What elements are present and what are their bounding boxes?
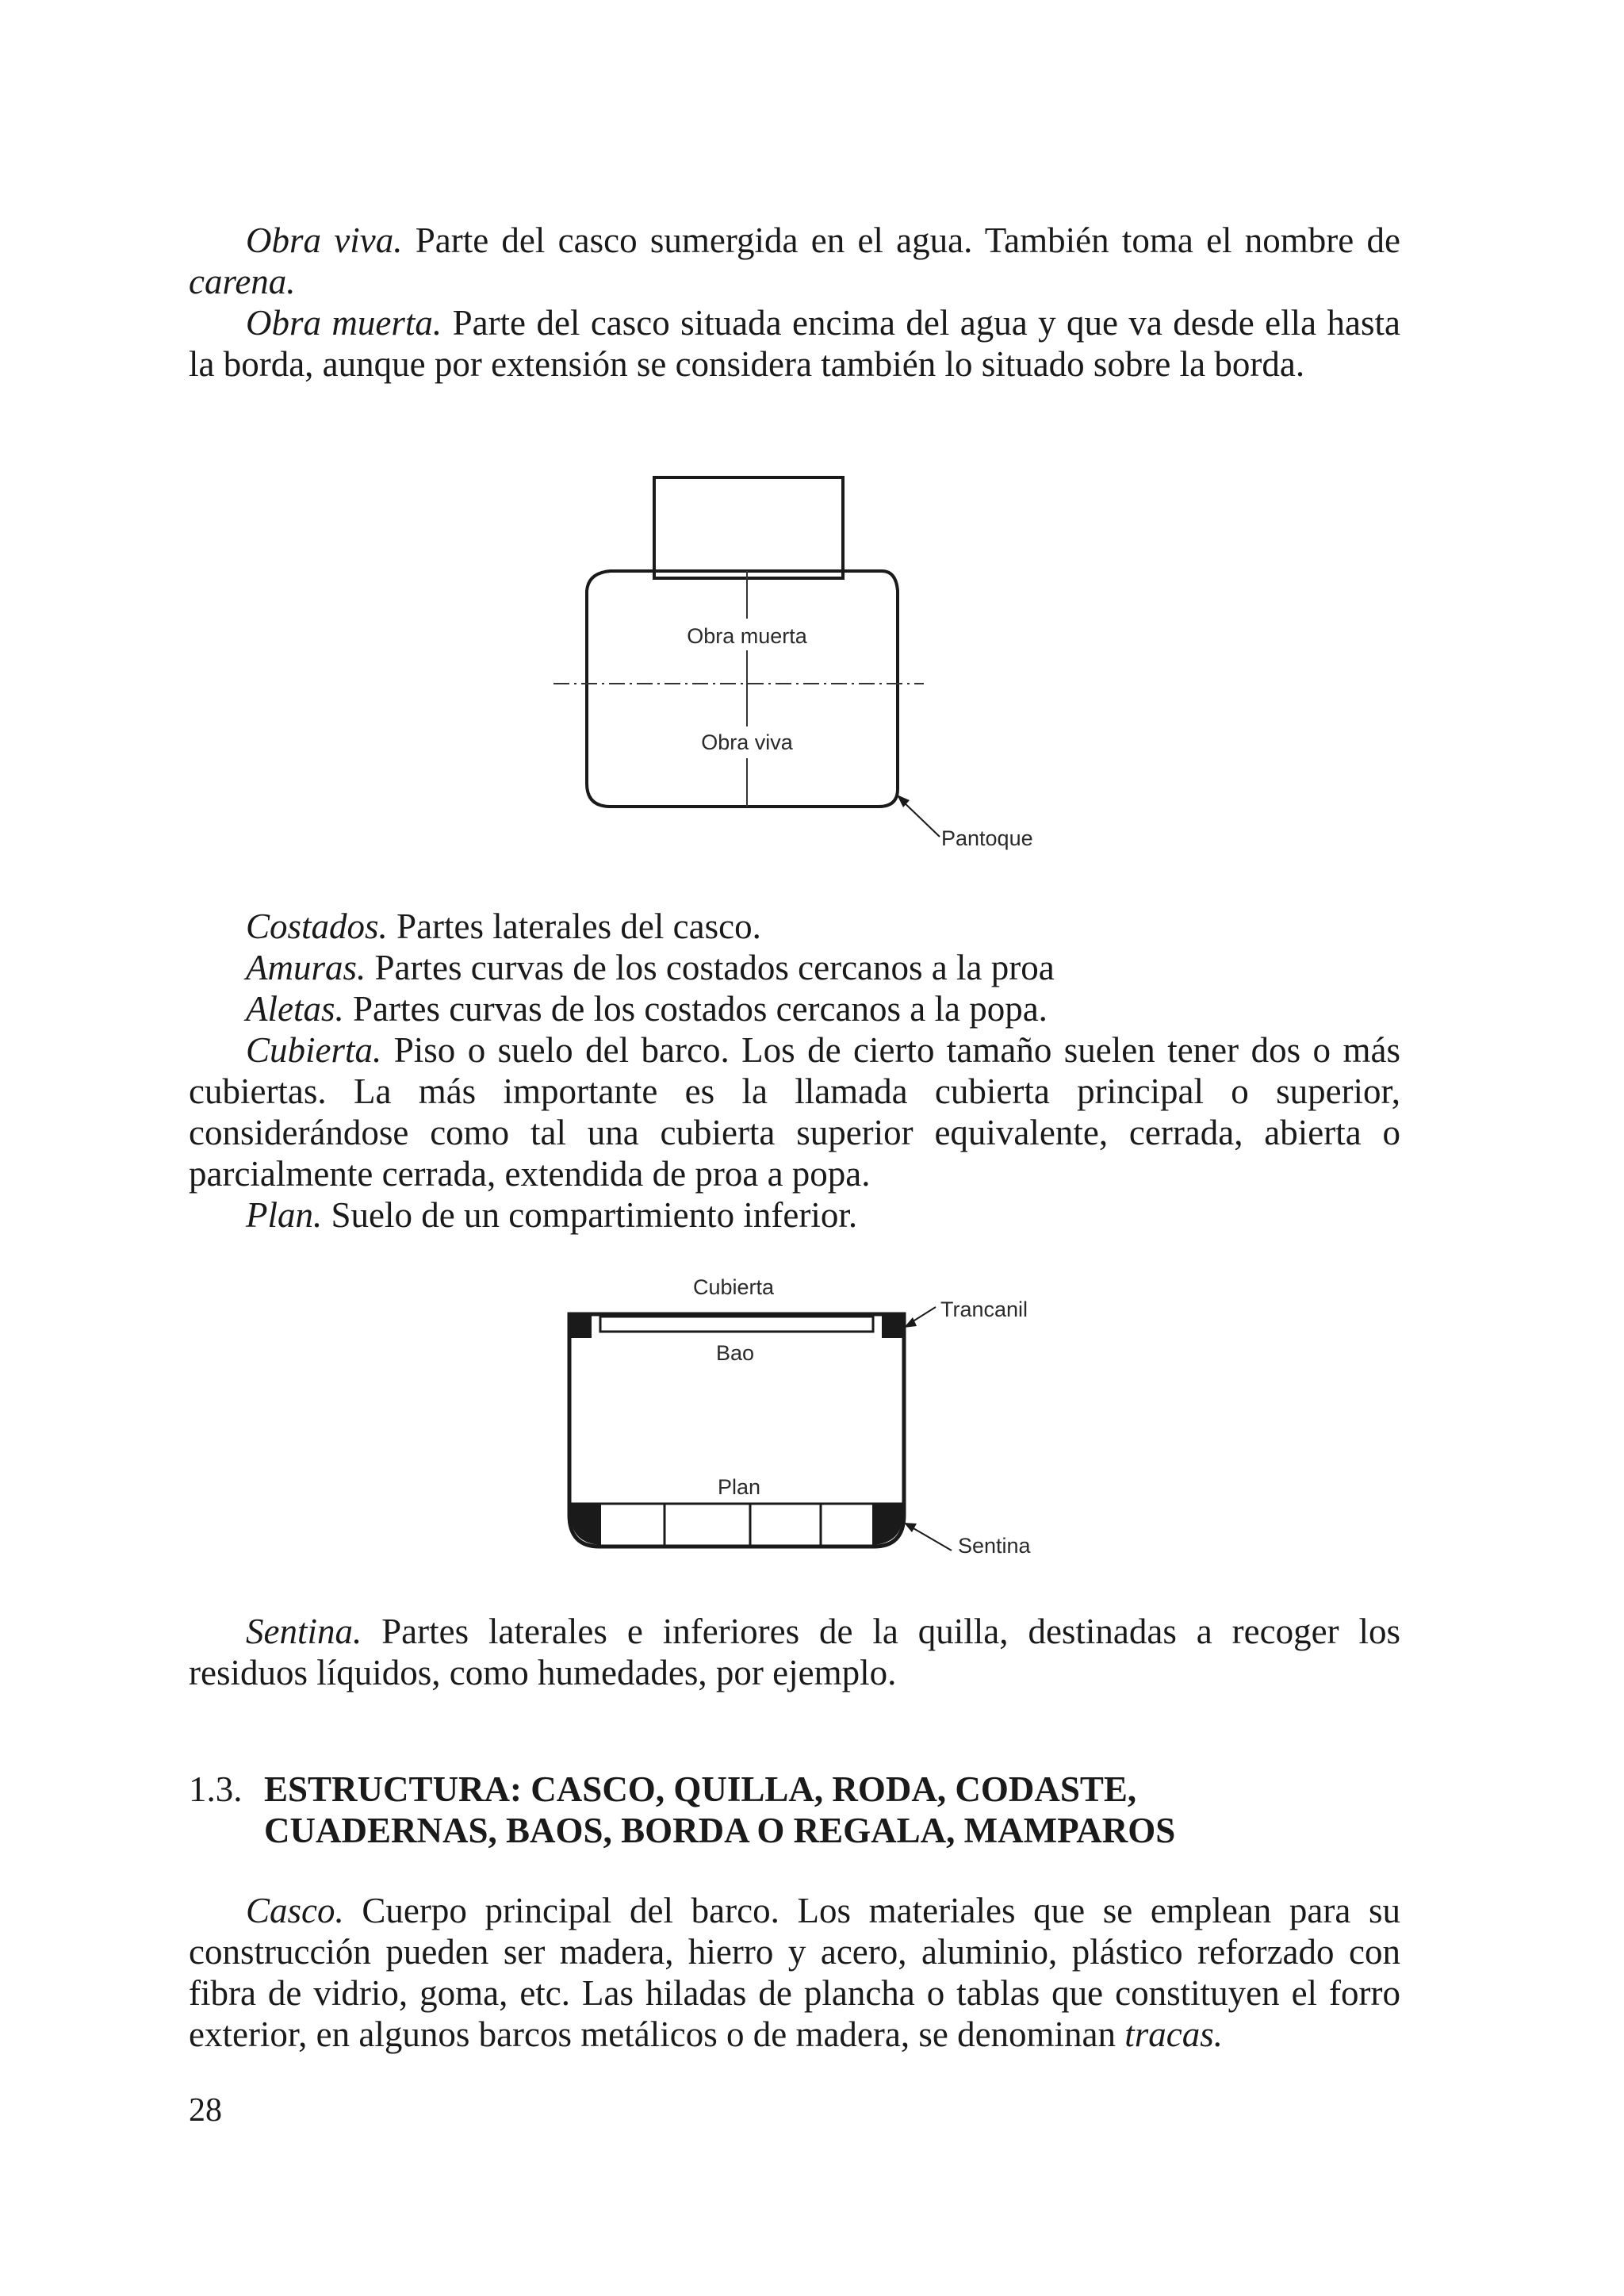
paragraph-obra-viva bbox=[189, 220, 1400, 302]
paragraph-aletas bbox=[189, 988, 1400, 1029]
superstructure bbox=[654, 477, 843, 578]
definition-obra-muerta: Parte del casco situada encima del agua y que va desde ella hasta la borda, aunque por extensión se considera también lo situado sobre la borda. bbox=[189, 303, 1400, 384]
definition-sentina: Partes laterales e inferiores de la quilla, destinadas a recoger los residuos líquidos, como humedades, por ejemplo. bbox=[189, 1612, 1400, 1692]
term-casco: Casco. bbox=[246, 1891, 344, 1930]
stringer-left bbox=[571, 1316, 592, 1338]
term-carena: carena. bbox=[189, 262, 296, 301]
term-obra-viva: Obra viva. bbox=[246, 220, 403, 260]
term-tracas: tracas. bbox=[1124, 2014, 1224, 2054]
pantoque-arrow bbox=[900, 799, 940, 837]
label-sentina: Sentina bbox=[958, 1534, 1031, 1558]
label-plan: Plan bbox=[717, 1475, 761, 1499]
term-amuras: Amuras. bbox=[246, 948, 366, 987]
section-sentina bbox=[189, 1611, 1400, 1693]
label-pantoque: Pantoque bbox=[941, 826, 1033, 850]
section-number: 1.3. bbox=[189, 1769, 243, 1809]
paragraph-costados bbox=[189, 906, 1400, 947]
definition-cubierta: Piso o suelo del barco. Los de cierto tamaño suelen tener dos o más cubiertas. La más importante es la llamada cubierta principal o superior, considerándose como tal una cubierta superior equivalente, cerrada, abierta o parcialmente cerrada, extendida de proa a popa. bbox=[189, 1030, 1400, 1194]
term-obra-muerta: Obra muerta. bbox=[246, 303, 442, 343]
definition-obra-viva: Parte del casco sumergida en el agua. También toma el nombre de bbox=[402, 220, 1400, 260]
term-aletas: Aletas. bbox=[246, 989, 344, 1029]
term-cubierta: Cubierta. bbox=[246, 1030, 382, 1070]
definition-costados: Partes laterales del casco. bbox=[387, 907, 761, 946]
definition-amuras: Partes curvas de los costados cercanos a la proa bbox=[366, 948, 1055, 987]
label-bao: Bao bbox=[715, 1341, 755, 1365]
definition-plan: Suelo de un compartimiento inferior. bbox=[322, 1195, 858, 1235]
term-sentina: Sentina. bbox=[246, 1612, 362, 1651]
section-partes bbox=[189, 906, 1400, 1236]
page-number: 28 bbox=[189, 2092, 222, 2129]
label-cubierta: Cubierta bbox=[692, 1275, 775, 1299]
definition-aletas: Partes curvas de los costados cercanos a la popa. bbox=[343, 989, 1048, 1029]
section-obra bbox=[189, 220, 1400, 385]
section-casco bbox=[189, 1890, 1400, 2055]
term-plan: Plan. bbox=[246, 1195, 323, 1235]
label-trancanil: Trancanil bbox=[940, 1297, 1028, 1321]
hull-section-figure bbox=[547, 468, 1063, 864]
section-title-line1: ESTRUCTURA: CASCO, QUILLA, RODA, CODASTE, bbox=[264, 1769, 1137, 1809]
paragraph-casco bbox=[189, 1890, 1400, 2055]
deck-structure-figure bbox=[547, 1261, 1063, 1570]
paragraph-amuras bbox=[189, 947, 1400, 988]
definition-casco: Cuerpo principal del barco. Los materiales que se emplean para su construcción pueden ser madera, hierro y acero, aluminio, plástico reforzado con fibra de vidrio, goma, etc. Las hiladas de plancha o tablas que constituyen el forro exterior, en algunos barcos metálicos o de madera, se denominan bbox=[189, 1891, 1400, 2054]
term-costados: Costados. bbox=[246, 907, 388, 946]
hull-outline bbox=[587, 571, 898, 807]
deck-beam bbox=[600, 1317, 873, 1332]
paragraph-cubierta bbox=[189, 1029, 1400, 1194]
sentina-arrowhead bbox=[904, 1523, 917, 1532]
label-obra-muerta: Obra muerta bbox=[687, 624, 807, 648]
stringer-right bbox=[882, 1316, 902, 1338]
paragraph-obra-muerta bbox=[189, 302, 1400, 385]
paragraph-plan bbox=[189, 1194, 1400, 1236]
section-title-line2: CUADERNAS, BAOS, BORDA O REGALA, MAMPAROS bbox=[264, 1811, 1176, 1850]
sentina-arrow bbox=[908, 1525, 952, 1550]
paragraph-sentina bbox=[189, 1611, 1400, 1693]
section-title bbox=[264, 1769, 1390, 1851]
label-obra-viva: Obra viva bbox=[701, 730, 793, 754]
